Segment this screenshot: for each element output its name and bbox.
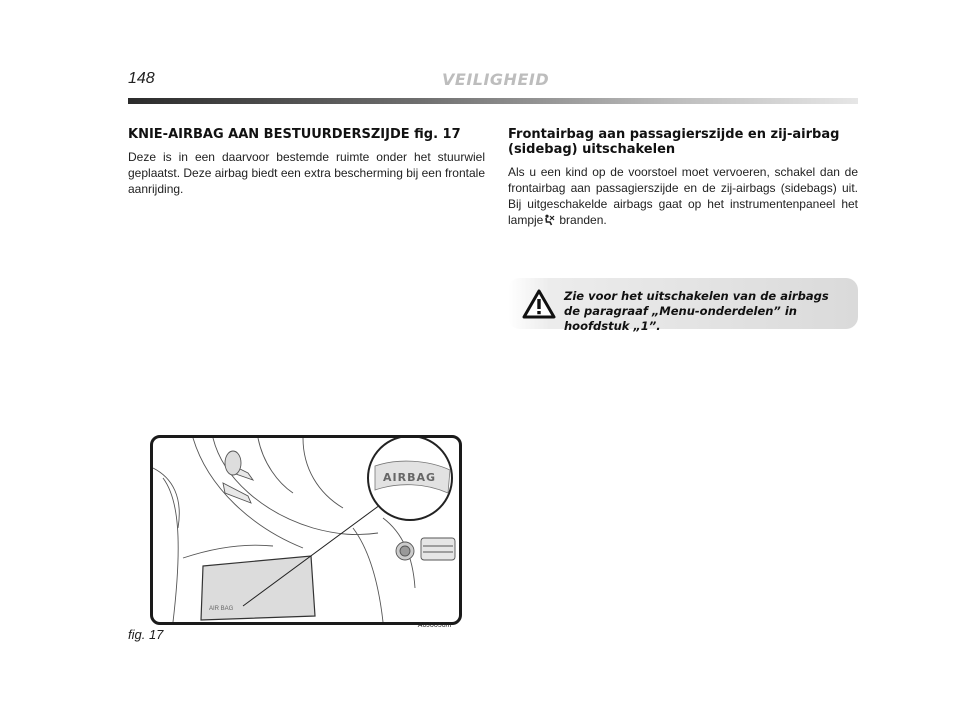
warning-text: Zie voor het uitschakelen van de airbags de paragraaf „Menu-onderdelen” in hoofdstuk „1”. bbox=[564, 289, 829, 333]
callout-airbag-label: AIRBAG bbox=[383, 471, 437, 484]
airbag-deactivation-text-start: Als u een kind op de voorstoel moet vervoeren, schakel dan de frontairbag aan passagierszijde en de zij-airbags (sidebags) uit. Bij uitgeschakelde airbags gaat op het instrumentenpaneel het lampje bbox=[508, 165, 858, 227]
airbag-deactivation-heading: Frontairbag aan passagierszijde en zij-airbag (sidebag) uitschakelen bbox=[508, 127, 840, 157]
knee-airbag-illustration bbox=[153, 438, 459, 622]
page-number: 148 bbox=[128, 70, 155, 87]
figure-caption: fig. 17 bbox=[128, 627, 164, 642]
airbag-deactivation-text bbox=[508, 164, 858, 228]
passenger-airbag-off-icon bbox=[544, 214, 555, 226]
figure-code: A0J0056m bbox=[418, 622, 452, 629]
knee-airbag-text: Deze is in een daarvoor bestemde ruimte onder het stuurwiel geplaatst. Deze airbag biedt een extra bescherming bij een frontale aanrijding. bbox=[128, 150, 485, 196]
section-title: VEILIGHEID bbox=[442, 70, 550, 89]
airbag-deactivation-text-end: branden. bbox=[559, 213, 607, 227]
right-column bbox=[508, 127, 858, 228]
left-column bbox=[128, 127, 485, 197]
warning-box bbox=[508, 278, 858, 333]
panel-airbag-label: AIR BAG bbox=[209, 606, 234, 612]
header-rule bbox=[128, 98, 858, 104]
warning-triangle-icon bbox=[522, 289, 556, 319]
figure-17 bbox=[150, 435, 462, 625]
knee-airbag-heading: KNIE-AIRBAG AAN BESTUURDERSZIJDE fig. 17 bbox=[128, 127, 461, 142]
